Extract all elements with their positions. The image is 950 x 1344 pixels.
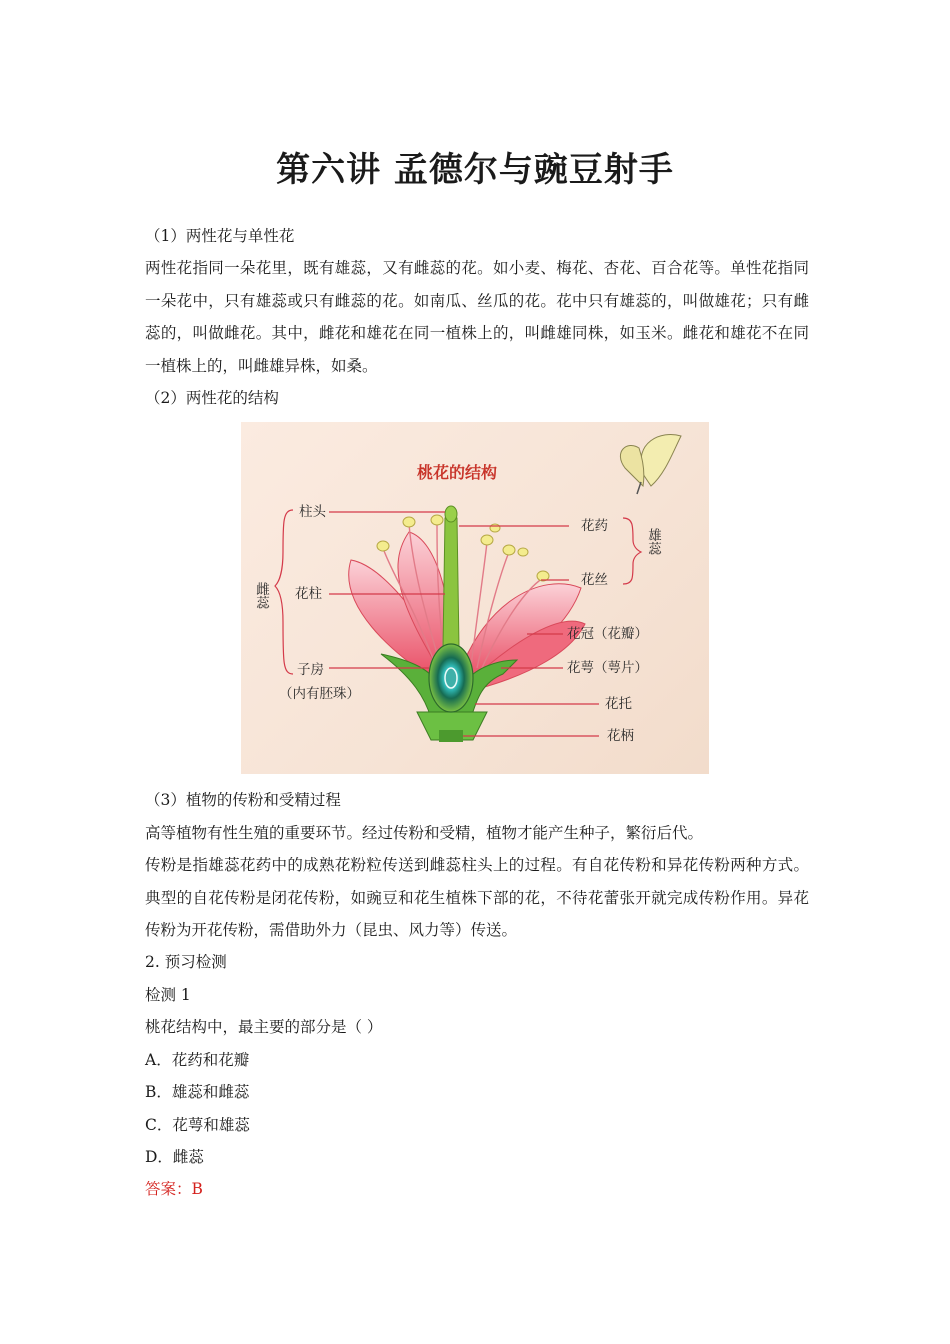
label-filament: 花丝 [581, 572, 608, 589]
label-style: 花柱 [295, 586, 322, 603]
label-receptacle: 花托 [605, 696, 632, 713]
quiz-option-a: A．花药和花瓣 [145, 1050, 250, 1069]
label-ovule-note: （内有胚珠） [279, 686, 360, 703]
quiz-section-heading: 2. 预习检测 [145, 953, 227, 972]
quiz-option-b: B．雄蕊和雌蕊 [145, 1083, 250, 1102]
section-1-body: 两性花指同一朵花里，既有雄蕊，又有雌蕊的花。如小麦、梅花、杏花、百合花等。单性花指同一朵花中，只有雄蕊或只有雌蕊的花。如南瓜、丝瓜的花。花中只有雄蕊的，叫做雄花；只有雌蕊的，叫做雌花。其中，雌花和雄花在同一植株上的，叫雌雄同株，如玉米。雌花和雄花不在同一植株上的，叫雌雄异株，如桑。 [145, 259, 809, 375]
pistil-drawing [443, 506, 459, 648]
section-3-heading: （3）植物的传粉和受精过程 [145, 791, 341, 810]
section-2-heading: （2）两性花的结构 [145, 389, 279, 408]
document-body [145, 220, 809, 1206]
label-calyx: 花萼（萼片） [567, 660, 648, 677]
label-stigma: 柱头 [299, 504, 326, 521]
label-corolla: 花冠（花瓣） [567, 626, 648, 643]
butterfly-icon [620, 435, 681, 494]
quiz-answer: 答案：B [145, 1180, 203, 1199]
label-ovary: 子房 [297, 662, 324, 679]
quiz-question: 桃花结构中，最主要的部分是（ ） [145, 1018, 383, 1037]
section-3-body-1: 高等植物有性生殖的重要环节。经过传粉和受精，植物才能产生种子，繁衍后代。 [145, 823, 704, 842]
label-anther: 花药 [581, 518, 608, 535]
peach-flower-diagram [241, 422, 709, 774]
label-stamen: 雄蕊 [645, 528, 661, 556]
section-1-heading: （1）两性花与单性花 [145, 227, 295, 245]
page-title: 第六讲 孟德尔与豌豆射手 [276, 150, 674, 190]
quiz-question-label: 检测 1 [145, 985, 191, 1004]
label-pistil: 雌蕊 [253, 582, 269, 610]
label-pedicel: 花柄 [607, 728, 634, 745]
quiz-option-d: D．雌蕊 [145, 1147, 204, 1166]
flower-structure-svg [241, 422, 709, 774]
diagram-title: 桃花的结构 [417, 463, 498, 483]
section-3-body-2: 传粉是指雄蕊花药中的成熟花粉粒传送到雌蕊柱头上的过程。有自花传粉和异花传粉两种方式。典型的自花传粉是闭花传粉，如豌豆和花生植株下部的花，不待花蕾张开就完成传粉作用。异花传粉为开花传粉，需借助外力（昆虫、风力等）传送。 [145, 856, 809, 940]
quiz-option-c: C．花萼和雄蕊 [145, 1115, 250, 1134]
